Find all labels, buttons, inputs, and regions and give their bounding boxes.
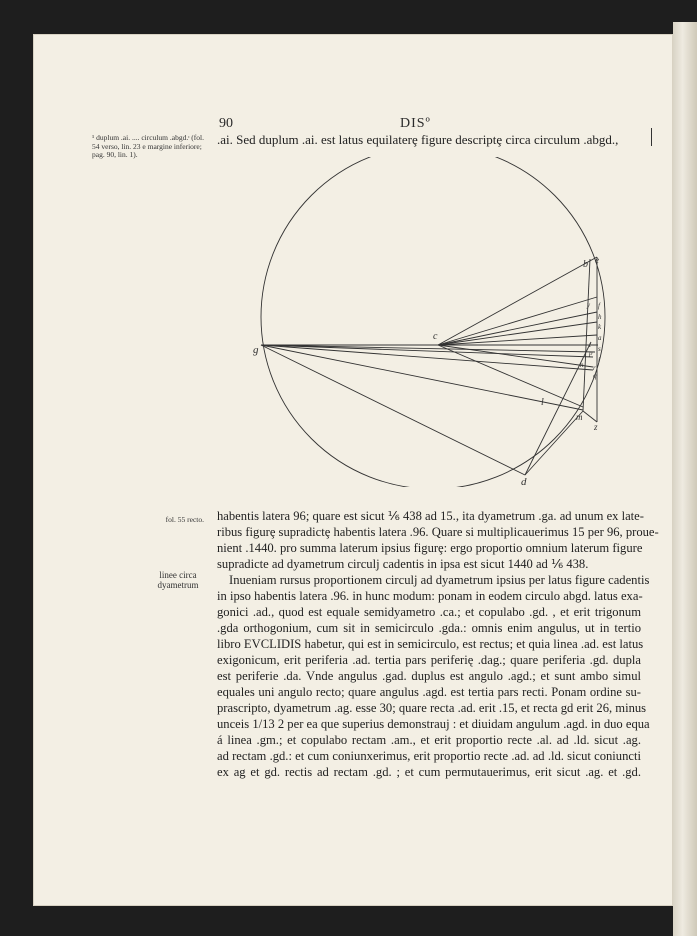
label-l: l (541, 397, 544, 408)
label-k: k (598, 323, 602, 331)
label-n: n (580, 361, 584, 369)
page-number: 90 (219, 116, 233, 131)
label-b: b (583, 259, 588, 270)
label-p: p (589, 349, 593, 357)
circle-abgd (261, 157, 605, 487)
label-i: i (598, 356, 600, 364)
text-line: habentis latera 96; quare est sicut ⅙ 438 ad 15., ita dyametrum .ga. ad unum ex late- (217, 509, 644, 523)
label-g: g (253, 344, 259, 356)
margin-note-topic: linee circa dyametrum (157, 570, 199, 590)
text-line: libro EVCLIDIS habetur, qui est in semicirculo, est rectus; et quia linea .ad. est latus (217, 637, 644, 651)
label-m: m (576, 412, 583, 422)
text-line: exigonicum, erit periferia .ad. tertia pars periferię .dag.; quare periferia .gd. dupla (217, 653, 641, 667)
text-line: gonici .ad., quod est equale semidyametro .ca.; et copulabo .gd. , et erit trigonum (217, 605, 641, 619)
label-z: z (594, 422, 598, 432)
text-line: prascripto, dyametrum .ag. esse 30; quare recta .ad. erit .15, et recta gd erit 26, minus (217, 701, 647, 715)
margin-note-reference: ¹ duplum .ai. .... circulum .abgd.ᶦ (fol. 54 verso, lin. 23 e margine inferiore; pag. 90, lin. 1). (92, 133, 205, 160)
text-line: nient .1440. pro summa laterum ipsius figurȩ: ergo proportio omnium laterum figure (217, 541, 643, 555)
label-a: a (598, 334, 602, 342)
line-end-bar (651, 128, 652, 146)
text-line: ad rectam .gd.: et cum coniunxerimus, erit proportio recte .ad. ad .ld. sicut coniuncti (217, 749, 641, 763)
text-line: ribus figurȩ supradictȩ habentis latera .96. Quare si multiplicauerimus 15 per 96, proue- (217, 525, 659, 539)
margin-note-folio: fol. 55 recto. (165, 515, 204, 524)
text-line: Inueniam rursus proportionem circulj ad dyametrum ipsius per latus figure cadentis (229, 573, 650, 587)
geometric-diagram (253, 157, 613, 487)
label-e: e (595, 255, 599, 265)
text-line: est periferie .da. Vnde angulus .gad. duplus est angulo .agd.; et sunt ambo simul (217, 669, 641, 683)
label-h: h (598, 313, 602, 321)
label-y: y (587, 301, 591, 309)
text-line-1: .ai. Sed duplum .ai. est latus equilaterȩ figure descriptȩ circa circulum .abgd., (217, 132, 619, 147)
label-r: r (593, 364, 596, 372)
next-page-edge (673, 22, 697, 936)
text-line: ex ag et gd. rectis ad rectam .gd. ; et cum permutauerimus, erit sicut .ag. et .gd. (217, 765, 641, 779)
label-d: d (521, 476, 527, 487)
text-line: in ipso habentis latera .96. in hunc modum: ponam in eodem circulo abgd. latus exa- (217, 589, 643, 603)
running-head: DISº (400, 116, 431, 131)
label-f: f (598, 302, 600, 310)
text-line: .gda orthogonium, cum sit in semicirculo .gda.: omnis enim angulus, ut in tertio (217, 621, 641, 635)
text-line: equales uni angulo recto; quare angulus .agd. est tertia pars recti. Ponam ordine su- (217, 685, 641, 699)
label-q: q (593, 372, 597, 380)
text-line: unceis 1/13 2 per ea que superius demonstrauj : et diuidam angulum .agd. in duo equa (217, 717, 650, 731)
label-c: c (433, 331, 438, 342)
label-t: t (589, 341, 591, 349)
text-line: supradicte ad dyametrum circulj cadentis in ipsa est sicut 1440 ad ⅙ 438. (217, 557, 589, 571)
label-s: s (598, 345, 601, 353)
text-line: á linea .gm.; et copulabo rectam .am., et erit proportio recte .al. ad .ld. sicut .ag. (217, 733, 641, 747)
